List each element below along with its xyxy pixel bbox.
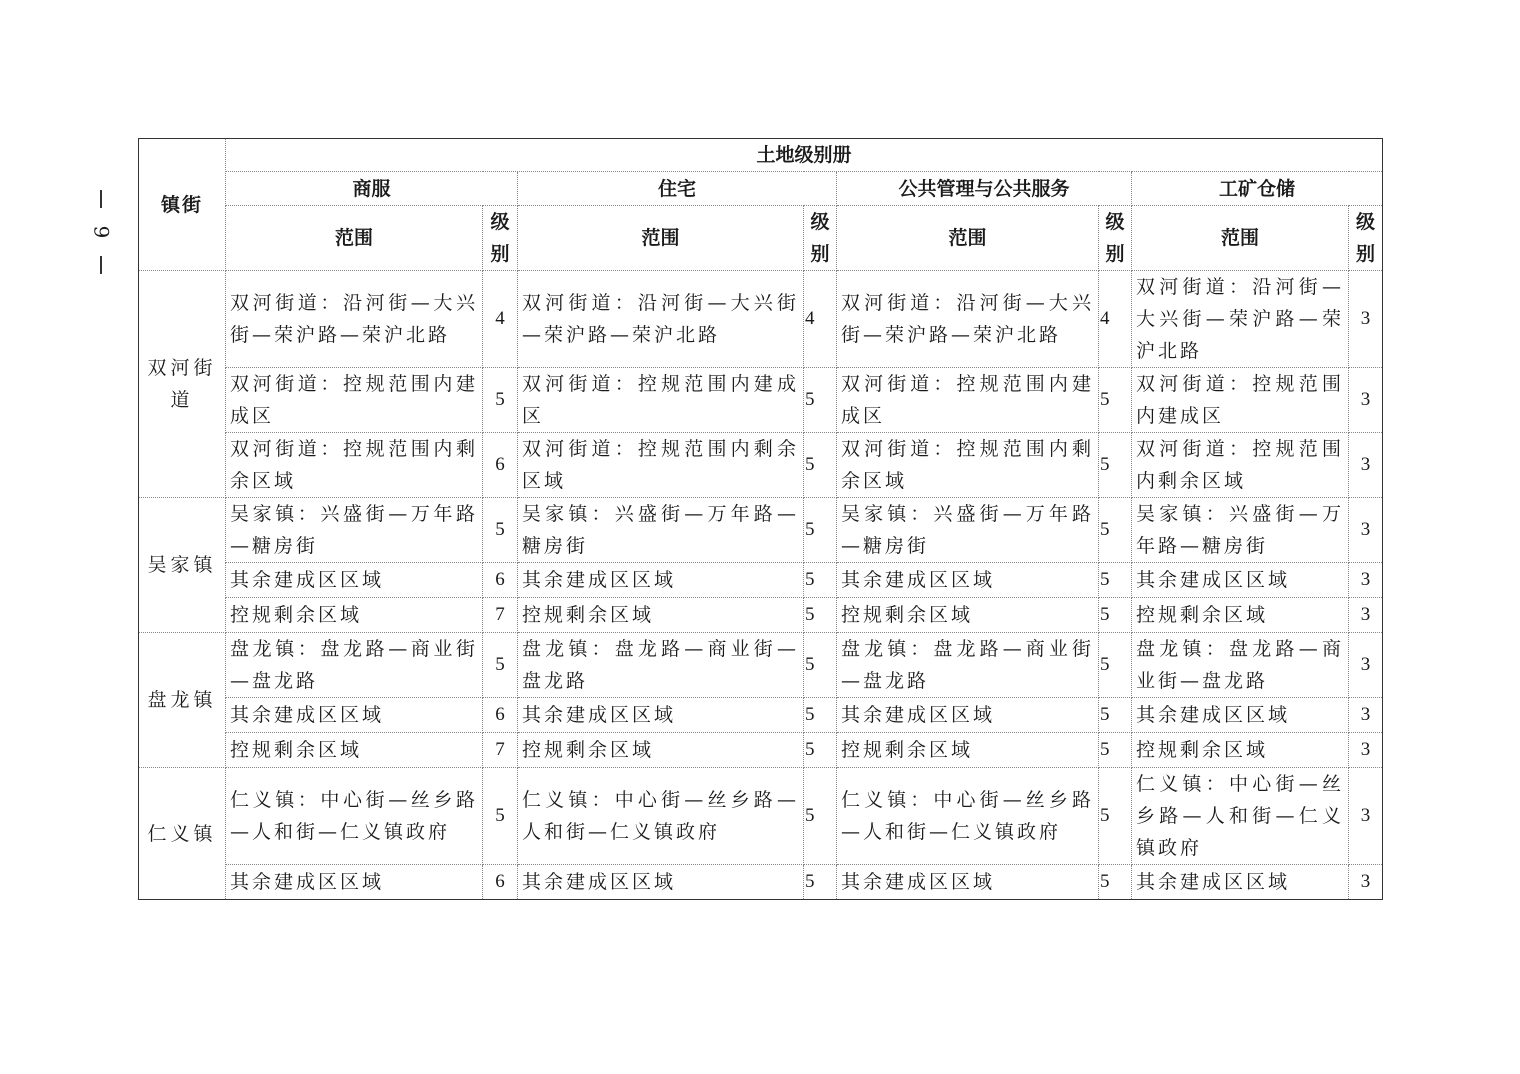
scope-cell: 盘龙镇：盘龙路—商业街—盘龙路 [518, 633, 804, 698]
level-cell: 5 [804, 368, 837, 433]
level-cell: 5 [1099, 498, 1132, 563]
level-cell: 5 [804, 865, 837, 900]
level-cell: 5 [483, 368, 518, 433]
level-header-line2: 别 [810, 243, 830, 265]
level-cell: 3 [1349, 271, 1383, 368]
level-cell: 5 [483, 498, 518, 563]
land-grade-table [138, 138, 1383, 900]
scope-cell: 其余建成区区域 [518, 698, 804, 733]
town-cell: 吴家镇 [139, 498, 226, 633]
scope-cell: 盘龙镇：盘龙路—商业街—盘龙路 [837, 633, 1099, 698]
level-cell: 5 [1099, 733, 1132, 768]
scope-cell: 双河街道：沿河街—大兴街—荣沪路—荣沪北路 [1132, 271, 1349, 368]
table-row [139, 563, 1383, 598]
scope-cell: 双河街道：沿河街—大兴街—荣沪路—荣沪北路 [226, 271, 483, 368]
scope-cell: 仁义镇：中心街—丝乡路—人和街—仁义镇政府 [226, 768, 483, 865]
level-cell: 3 [1349, 563, 1383, 598]
scope-cell: 仁义镇：中心街—丝乡路—人和街—仁义镇政府 [1132, 768, 1349, 865]
level-header-line1: 级 [1356, 211, 1376, 233]
scope-cell: 双河街道：控规范围内建成区 [837, 368, 1099, 433]
scope-cell: 控规剩余区域 [837, 733, 1099, 768]
level-cell: 3 [1349, 768, 1383, 865]
scope-cell: 双河街道：控规范围内剩余区域 [226, 433, 483, 498]
level-cell: 5 [1099, 563, 1132, 598]
level-cell: 5 [1099, 368, 1132, 433]
scope-cell: 其余建成区区域 [518, 563, 804, 598]
level-cell: 4 [804, 271, 837, 368]
scope-cell: 双河街道：控规范围内建成区 [1132, 368, 1349, 433]
level-header-line2: 别 [490, 243, 510, 265]
table-row [139, 865, 1383, 900]
level-cell: 5 [1099, 633, 1132, 698]
level-cell: 7 [483, 598, 518, 633]
scope-cell: 其余建成区区域 [226, 563, 483, 598]
scope-cell: 其余建成区区域 [1132, 563, 1349, 598]
level-cell: 5 [1099, 598, 1132, 633]
level-cell: 3 [1349, 598, 1383, 633]
scope-cell: 双河街道：控规范围内剩余区域 [837, 433, 1099, 498]
level-cell: 4 [1099, 271, 1132, 368]
page-number-dash-top [100, 190, 102, 208]
level-header-line1: 级 [810, 211, 830, 233]
table-row [139, 633, 1383, 698]
table-row [139, 733, 1383, 768]
scope-cell: 控规剩余区域 [226, 598, 483, 633]
scope-cell: 其余建成区区域 [226, 865, 483, 900]
level-cell: 6 [483, 698, 518, 733]
level-header [804, 206, 837, 271]
level-cell: 5 [483, 633, 518, 698]
level-cell: 5 [1099, 433, 1132, 498]
scope-cell: 盘龙镇：盘龙路—商业街—盘龙路 [226, 633, 483, 698]
scope-cell: 控规剩余区域 [1132, 598, 1349, 633]
scope-header: 范围 [1132, 206, 1349, 271]
scope-cell: 其余建成区区域 [518, 865, 804, 900]
scope-cell: 双河街道：沿河街—大兴街—荣沪路—荣沪北路 [518, 271, 804, 368]
category-header: 公共管理与公共服务 [837, 172, 1132, 206]
level-header [1099, 206, 1132, 271]
level-header [1349, 206, 1383, 271]
scope-cell: 仁义镇：中心街—丝乡路—人和街—仁义镇政府 [837, 768, 1099, 865]
scope-cell: 双河街道：控规范围内剩余区域 [518, 433, 804, 498]
scope-cell: 其余建成区区域 [837, 698, 1099, 733]
level-cell: 5 [804, 563, 837, 598]
level-cell: 5 [804, 433, 837, 498]
level-cell: 5 [804, 733, 837, 768]
level-cell: 3 [1349, 498, 1383, 563]
scope-cell: 吴家镇：兴盛街—万年路—糖房街 [518, 498, 804, 563]
level-header-line1: 级 [490, 211, 510, 233]
scope-header: 范围 [837, 206, 1099, 271]
level-cell: 4 [483, 271, 518, 368]
category-header: 工矿仓储 [1132, 172, 1383, 206]
scope-cell: 其余建成区区域 [837, 865, 1099, 900]
town-column-header: 镇街 [139, 139, 226, 271]
scope-cell: 控规剩余区域 [1132, 733, 1349, 768]
table-body [139, 271, 1383, 900]
table-row [139, 698, 1383, 733]
level-cell: 5 [1099, 698, 1132, 733]
level-cell: 6 [483, 865, 518, 900]
table-row [139, 433, 1383, 498]
level-cell: 3 [1349, 368, 1383, 433]
level-cell: 5 [483, 768, 518, 865]
level-header [483, 206, 518, 271]
scope-header: 范围 [518, 206, 804, 271]
table-row [139, 368, 1383, 433]
level-cell: 6 [483, 433, 518, 498]
scope-cell: 吴家镇：兴盛街—万年路—糖房街 [837, 498, 1099, 563]
level-cell: 5 [804, 698, 837, 733]
scope-cell: 控规剩余区域 [226, 733, 483, 768]
level-cell: 7 [483, 733, 518, 768]
scope-cell: 其余建成区区域 [1132, 865, 1349, 900]
level-cell: 5 [804, 598, 837, 633]
table-row [139, 498, 1383, 563]
scope-cell: 双河街道：控规范围内建成区 [226, 368, 483, 433]
scope-cell: 盘龙镇：盘龙路—商业街—盘龙路 [1132, 633, 1349, 698]
scope-cell: 控规剩余区域 [837, 598, 1099, 633]
level-header-line2: 别 [1105, 243, 1125, 265]
level-cell: 5 [804, 768, 837, 865]
scope-cell: 其余建成区区域 [226, 698, 483, 733]
table-row [139, 768, 1383, 865]
table-row [139, 271, 1383, 368]
level-cell: 3 [1349, 733, 1383, 768]
page-number-dash-bottom [100, 256, 102, 274]
level-header-line2: 别 [1356, 243, 1376, 265]
level-header-line1: 级 [1105, 211, 1125, 233]
scope-cell: 其余建成区区域 [1132, 698, 1349, 733]
category-header: 商服 [226, 172, 518, 206]
scope-cell: 双河街道：控规范围内剩余区域 [1132, 433, 1349, 498]
level-cell: 3 [1349, 633, 1383, 698]
level-cell: 5 [804, 633, 837, 698]
page-number-text: 9 [88, 225, 113, 239]
table-header [139, 139, 1383, 271]
scope-cell: 其余建成区区域 [837, 563, 1099, 598]
level-cell: 5 [1099, 865, 1132, 900]
town-cell: 仁义镇 [139, 768, 226, 900]
scope-header: 范围 [226, 206, 483, 271]
scope-cell: 吴家镇：兴盛街—万年路—糖房街 [1132, 498, 1349, 563]
level-cell: 3 [1349, 433, 1383, 498]
level-cell: 3 [1349, 865, 1383, 900]
category-header: 住宅 [518, 172, 837, 206]
level-cell: 5 [804, 498, 837, 563]
scope-cell: 吴家镇：兴盛街—万年路—糖房街 [226, 498, 483, 563]
scope-cell: 双河街道：沿河街—大兴街—荣沪路—荣沪北路 [837, 271, 1099, 368]
level-cell: 5 [1099, 768, 1132, 865]
scope-cell: 控规剩余区域 [518, 733, 804, 768]
page-number [86, 190, 116, 274]
level-cell: 3 [1349, 698, 1383, 733]
scope-cell: 双河街道：控规范围内建成区 [518, 368, 804, 433]
table-main-header: 土地级别册 [226, 139, 1383, 172]
scope-cell: 控规剩余区域 [518, 598, 804, 633]
level-cell: 6 [483, 563, 518, 598]
scope-cell: 仁义镇：中心街—丝乡路—人和街—仁义镇政府 [518, 768, 804, 865]
town-cell: 盘龙镇 [139, 633, 226, 768]
table-row [139, 598, 1383, 633]
town-cell: 双河街道 [139, 271, 226, 498]
